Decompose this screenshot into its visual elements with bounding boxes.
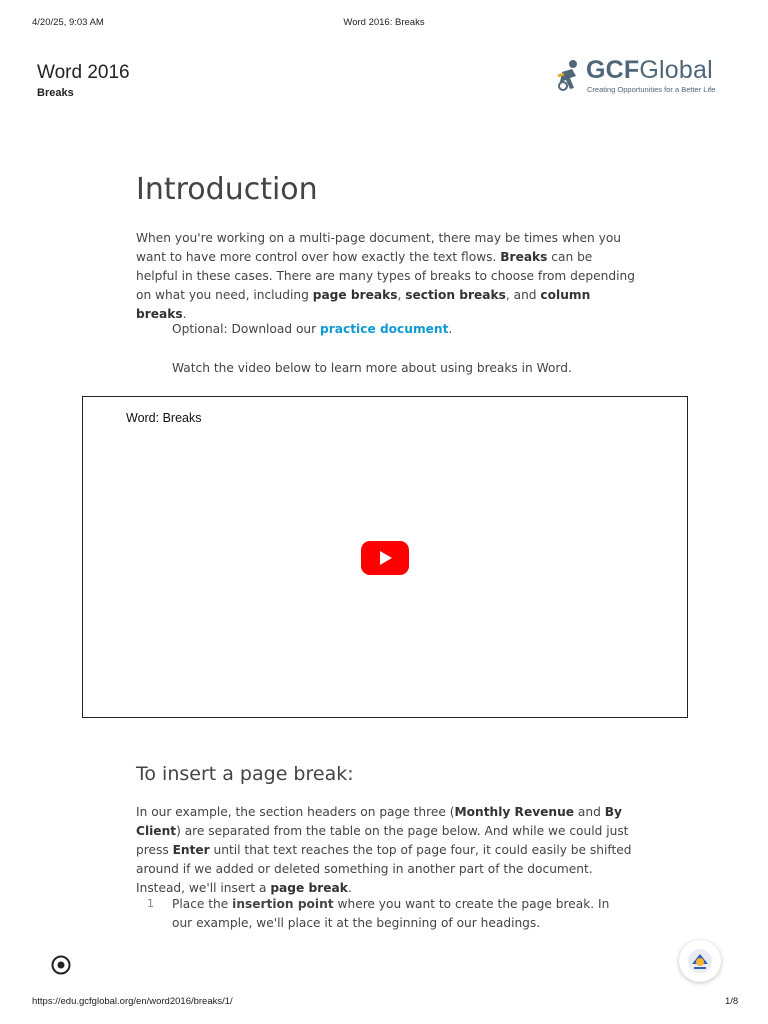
practice-document-link[interactable]: practice document — [320, 322, 449, 336]
print-url: https://edu.gcfglobal.org/en/word2016/breaks/1/ — [32, 996, 233, 1007]
gcfglobal-logo[interactable] — [554, 58, 734, 98]
intro-paragraph: When you're working on a multi-page document, there may be times when you want to have more control over how exactly the text flows. Breaks can be helpful in these cases. There are many types of breaks to choose from depending on what you need, including page breaks, section breaks, and column breaks. — [136, 231, 635, 321]
assistant-avatar[interactable] — [679, 940, 721, 982]
step-text: Place the insertion point where you want to create the page break. In our example, we'll place it at the beginning of our headings. — [172, 897, 610, 930]
mascot-icon — [679, 940, 721, 982]
play-icon[interactable] — [361, 541, 409, 575]
print-datetime: 4/20/25, 9:03 AM — [32, 17, 104, 28]
logo-tagline: Creating Opportunities for a Better Life — [587, 85, 716, 94]
step-number: 1 — [147, 897, 154, 910]
section-heading: To insert a page break: — [136, 763, 354, 785]
print-page-number: 1/8 — [725, 996, 739, 1007]
video-title[interactable]: Word: Breaks — [126, 411, 202, 425]
optional-download-line: Optional: Download our practice document. — [172, 322, 453, 336]
section-paragraph: In our example, the section headers on page three (Monthly Revenue and By Client) are separated from the table on the page below. And while we could just press Enter until that text reaches the top of page four, it could easily be shifted around if we added or deleted something in another part of the document. Instead, we'll insert a page break. — [136, 805, 632, 895]
lesson-title[interactable]: Breaks — [37, 87, 74, 99]
video-intro-line: Watch the video below to learn more about using breaks in Word. — [172, 361, 572, 375]
target-icon[interactable] — [51, 955, 71, 975]
course-title: Word 2016 — [37, 62, 130, 83]
runner-icon — [554, 58, 584, 92]
logo-wordmark: GCFGlobal — [586, 56, 713, 84]
video-player[interactable] — [82, 396, 688, 718]
print-doc-title: Word 2016: Breaks — [343, 17, 425, 28]
page-title: Introduction — [136, 172, 318, 207]
